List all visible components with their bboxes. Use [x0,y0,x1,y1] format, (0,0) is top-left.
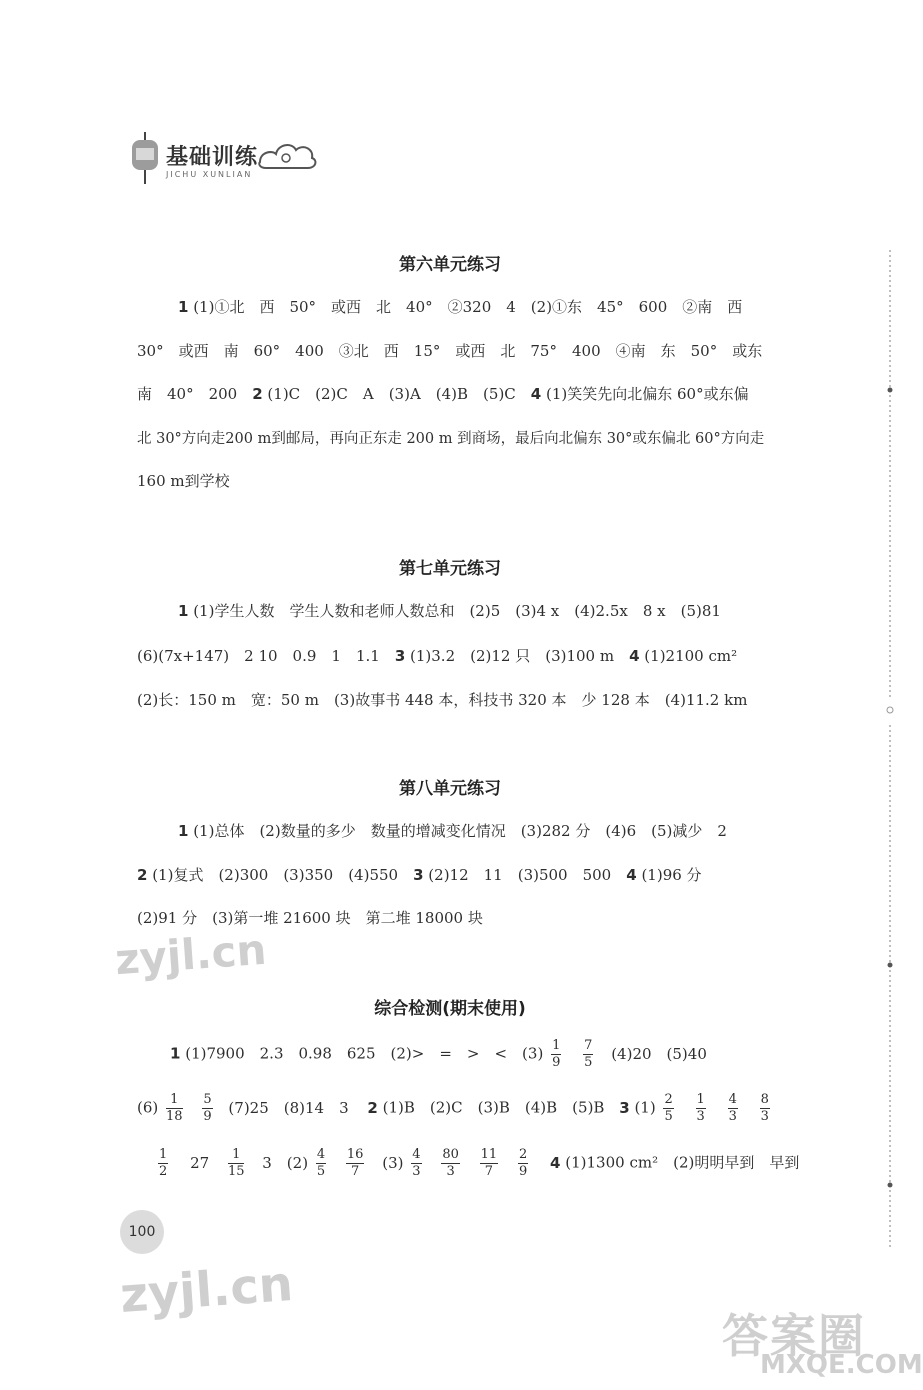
margin-decoration [880,250,900,1350]
fraction: $\frac{1}{18}$ [166,1092,183,1124]
header-logo [130,132,320,192]
section-line: (2)长：150 m 宽：50 m (3)故事书 448 本，科技书 320 本 少 128 本 (4)11.2 km [137,691,748,709]
fraction: $\frac{1}{15}$ [227,1147,245,1179]
answer-text: 27 [190,1153,210,1172]
watermark-corner-cn: 答案圈 [722,1309,866,1363]
section-line: 1 (1)①北 西 50° 或西 北 40° ②320 4 (2)①东 45° 600 ②南 西 [178,298,743,316]
page-number: 100 [128,1224,156,1240]
section-line: 1 (1)总体 (2)数量的多少 数量的增减变化情况 (3)282 分 (4)6 (5)减少 2 [178,822,727,840]
watermark-zyjl: zyjl.cn [113,924,268,985]
section-line: 30° 或西 南 60° 400 ③北 西 15° 或西 北 75° 400 ④南 东 50° 或东 [137,342,763,360]
fraction: $\frac{5}{9}$ [203,1092,212,1124]
section-title-unit6: 第六单元练习 [399,255,501,275]
fraction: $\frac{1}{3}$ [696,1092,705,1124]
section-title-unit7: 第七单元练习 [399,559,501,579]
cloud-icon [256,136,318,170]
section-line: (2)91 分 (3)第一堆 21600 块 第二堆 18000 块 [137,909,483,927]
fraction: $\frac{2}{9}$ [518,1147,528,1179]
section-line: 2 (1)复式 (2)300 (3)350 (4)550 3 (2)12 11 (3)500 500 4 (1)96 分 [137,866,702,884]
question-number: 3 [619,1098,630,1117]
section-line: 北 30°方向走200 m到邮局，再向正东走 200 m 到商场，最后向北偏东 30°或东偏北 60°方向走 [137,431,765,447]
section-line: 1 (1)学生人数 学生人数和老师人数总和 (2)5 (3)4 x (4)2.5x 8 x (5)81 [178,602,721,620]
answer-text: (4)20 (5)40 [611,1044,707,1063]
answer-text: (1)1300 cm² (2)明明早到 早到 [565,1153,800,1172]
answer-text: (6) [137,1098,159,1117]
fraction: $\frac{4}{3}$ [728,1092,737,1124]
answer-text: (1)B (2)C (3)B (4)B (5)B [382,1098,605,1117]
question-number: 4 [550,1153,561,1172]
fraction: $\frac{16}{7}$ [346,1147,364,1179]
fraction: $\frac{80}{3}$ [442,1147,459,1179]
fraction: $\frac{11}{7}$ [480,1147,498,1179]
lantern-icon [130,132,160,184]
final-line-3 [155,1147,799,1180]
fraction: $\frac{4}{5}$ [316,1147,326,1179]
answer-text: (1)7900 2.3 0.98 625 (2)> = > < (3) [185,1044,544,1063]
watermark-corner-en: MXQE.COM [760,1350,923,1380]
header-subtitle: JICHU XUNLIAN [166,170,253,179]
section-line: 南 40° 200 2 (1)C (2)C A (3)A (4)B (5)C 4 (1)笑笑先向北偏东 60°或东偏 [137,385,749,403]
fraction: $\frac{1}{2}$ [159,1147,168,1179]
fraction: $\frac{4}{3}$ [412,1147,421,1179]
answer-text: (3) [382,1153,404,1172]
question-number: 2 [367,1098,378,1117]
fraction: $\frac{2}{5}$ [664,1092,673,1124]
fraction: $\frac{1}{9}$ [552,1038,561,1070]
answer-text: (1) [634,1098,656,1117]
section-title-final: 综合检测(期末使用) [374,999,526,1019]
final-line-2 [137,1092,773,1125]
section-line: (6)(7x+147) 2 10 0.9 1 1.1 3 (1)3.2 (2)12 只 (3)100 m 4 (1)2100 cm² [137,647,738,665]
final-line-1 [170,1038,707,1071]
answer-text: (7)25 (8)14 3 [228,1098,349,1117]
section-title-unit8: 第八单元练习 [399,779,501,799]
answer-text: 3 (2) [262,1153,309,1172]
page-number-badge [120,1210,164,1254]
header-title: 基础训练 [166,145,259,170]
watermark-zyjl: zyjl.cn [118,1256,295,1324]
question-number: 1 [170,1044,181,1063]
section-line: 160 m到学校 [137,472,230,490]
fraction: $\frac{7}{5}$ [584,1038,593,1070]
fraction: $\frac{8}{3}$ [760,1092,769,1124]
